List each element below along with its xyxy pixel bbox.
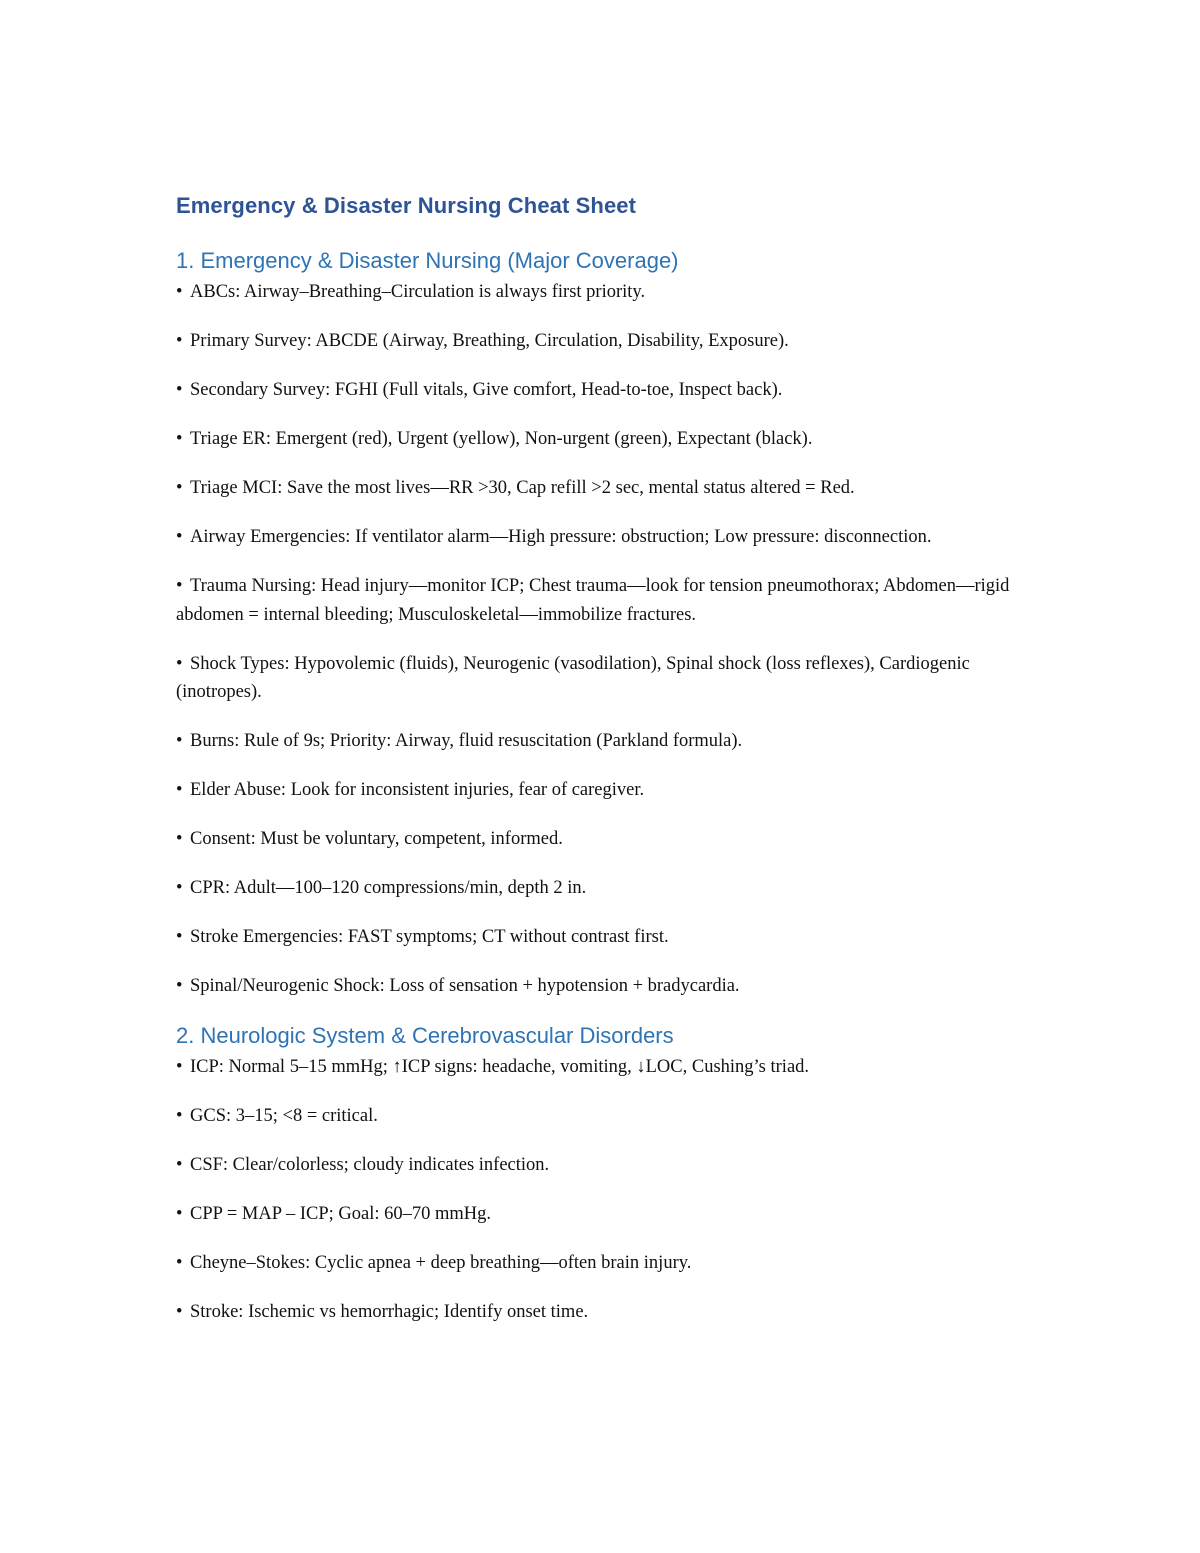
list-item: • CPP = MAP – ICP; Goal: 60–70 mmHg. (176, 1200, 1036, 1229)
bullet-icon: • (176, 878, 183, 898)
bullet-icon: • (176, 331, 183, 351)
list-item: • CPR: Adult—100–120 compressions/min, depth 2 in. (176, 874, 1036, 903)
list-item: • CSF: Clear/colorless; cloudy indicates infection. (176, 1151, 1036, 1180)
bullet-icon: • (176, 1204, 183, 1224)
list-item: • Airway Emergencies: If ventilator alarm—High pressure: obstruction; Low pressure: disconnection. (176, 523, 1036, 552)
bullet-icon: • (176, 829, 183, 849)
list-item: • Stroke Emergencies: FAST symptoms; CT without contrast first. (176, 923, 1036, 952)
list-item: • Shock Types: Hypovolemic (fluids), Neurogenic (vasodilation), Spinal shock (loss reflexes), Cardiogenic (inotropes). (176, 650, 1036, 707)
list-item: • Spinal/Neurogenic Shock: Loss of sensation + hypotension + bradycardia. (176, 972, 1036, 1001)
list-item: • Trauma Nursing: Head injury—monitor ICP; Chest trauma—look for tension pneumothorax; Abdomen—rigid abdomen = internal bleeding; Musculoskeletal—immobilize fractures. (176, 572, 1036, 629)
list-item: • Elder Abuse: Look for inconsistent injuries, fear of caregiver. (176, 776, 1036, 805)
section-heading: 1. Emergency & Disaster Nursing (Major Coverage) (176, 248, 679, 273)
list-item: • Cheyne–Stokes: Cyclic apnea + deep breathing—often brain injury. (176, 1249, 1036, 1278)
bullet-icon: • (176, 780, 183, 800)
bullet-icon: • (176, 527, 183, 547)
bullet-icon: • (176, 282, 183, 302)
bullet-icon: • (176, 478, 183, 498)
bullet-icon: • (176, 976, 183, 996)
section-neurologic (176, 1021, 1036, 1327)
bullet-icon: • (176, 380, 183, 400)
bullet-icon: • (176, 731, 183, 751)
section-heading: 2. Neurologic System & Cerebrovascular Disorders (176, 1023, 674, 1048)
list-item: • Triage MCI: Save the most lives—RR >30, Cap refill >2 sec, mental status altered = Red. (176, 474, 1036, 503)
list-item: • Stroke: Ischemic vs hemorrhagic; Identify onset time. (176, 1298, 1036, 1327)
list-item: • GCS: 3–15; <8 = critical. (176, 1102, 1036, 1131)
list-item: • Burns: Rule of 9s; Priority: Airway, fluid resuscitation (Parkland formula). (176, 727, 1036, 756)
bullet-icon: • (176, 576, 183, 596)
document-body (176, 190, 1036, 1347)
bullet-icon: • (176, 927, 183, 947)
bullet-icon: • (176, 429, 183, 449)
list-item: • Consent: Must be voluntary, competent, informed. (176, 825, 1036, 854)
bullet-icon: • (176, 1302, 183, 1322)
bullet-icon: • (176, 1106, 183, 1126)
bullet-icon: • (176, 1057, 183, 1077)
bullet-icon: • (176, 1155, 183, 1175)
bullet-icon: • (176, 1253, 183, 1273)
list-item: • Primary Survey: ABCDE (Airway, Breathing, Circulation, Disability, Exposure). (176, 327, 1036, 356)
bullet-icon: • (176, 653, 183, 674)
list-item: • ICP: Normal 5–15 mmHg; ↑ICP signs: headache, vomiting, ↓LOC, Cushing’s triad. (176, 1053, 1036, 1082)
document-title: Emergency & Disaster Nursing Cheat Sheet (176, 193, 637, 218)
list-item: • Secondary Survey: FGHI (Full vitals, Give comfort, Head-to-toe, Inspect back). (176, 376, 1036, 405)
list-item: • Triage ER: Emergent (red), Urgent (yellow), Non-urgent (green), Expectant (black). (176, 425, 1036, 454)
section-emergency-disaster (176, 246, 1036, 1001)
list-item: • ABCs: Airway–Breathing–Circulation is always first priority. (176, 278, 1036, 307)
